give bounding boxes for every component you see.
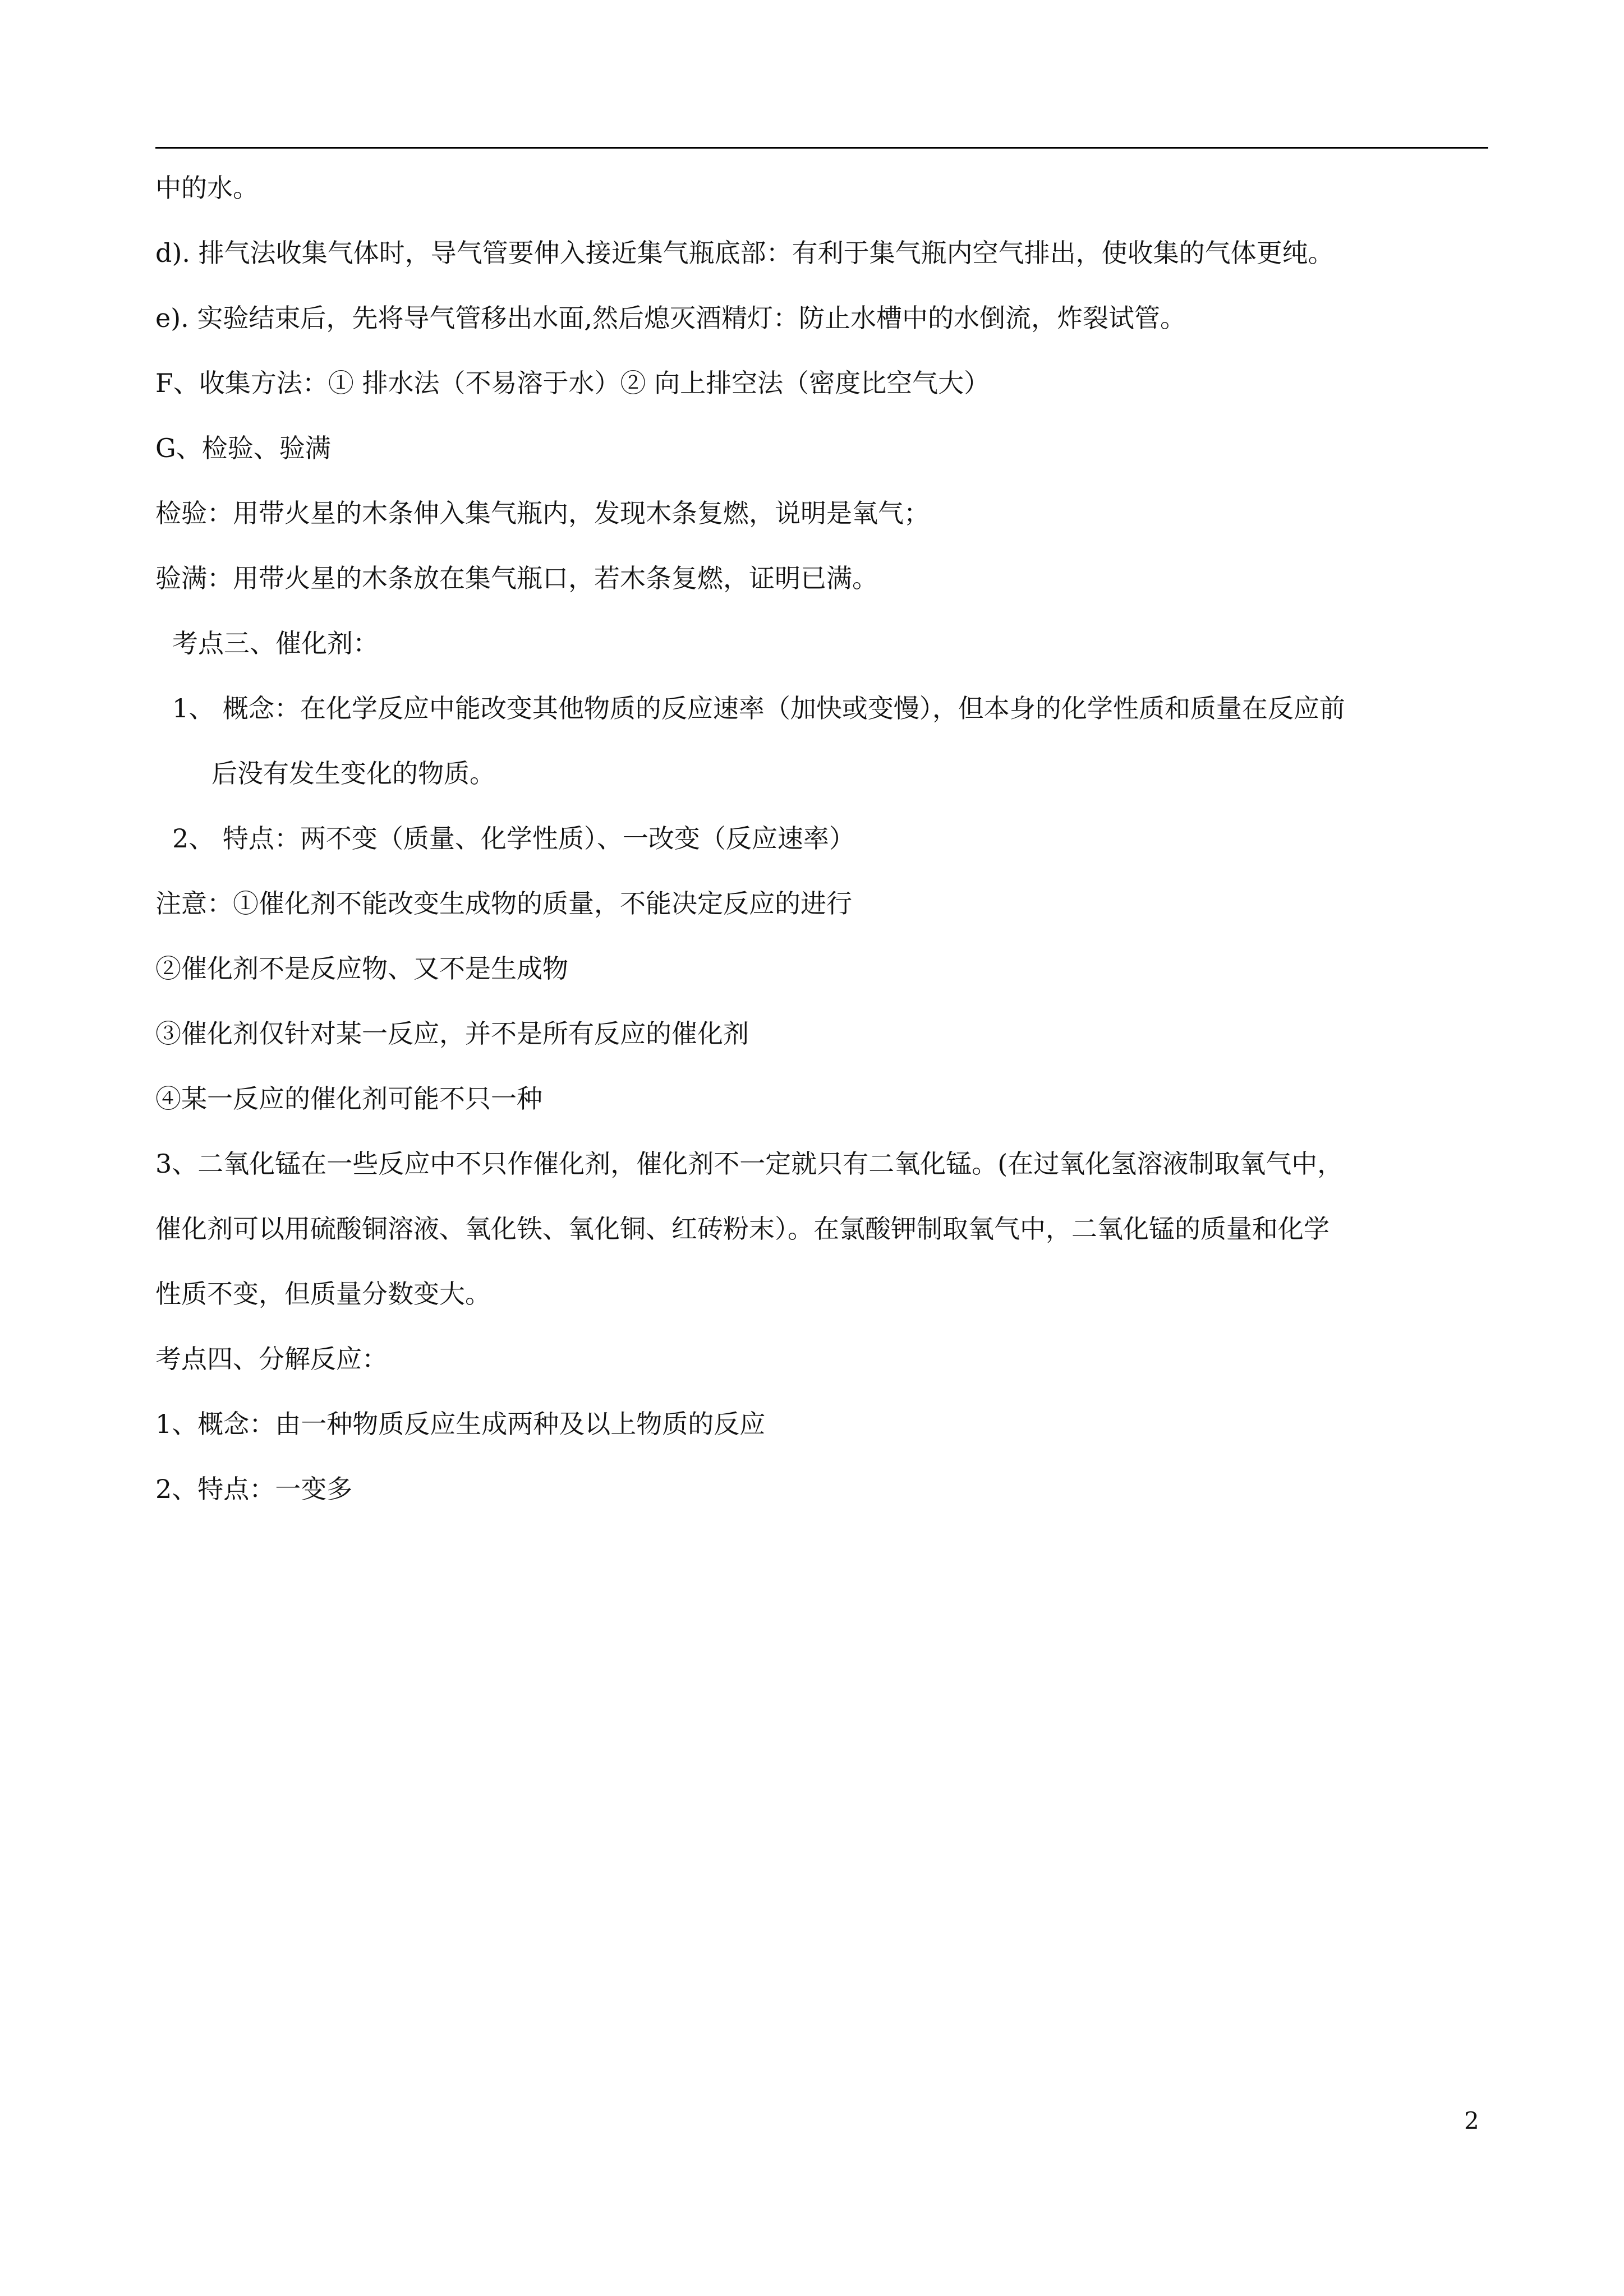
text-line-step-d: d). 排气法收集气体时，导气管要伸入接近集气瓶底部：有利于集气瓶内空气排出，使收集的气体更纯。 xyxy=(155,238,1334,268)
text-line-test: 检验：用带火星的木条伸入集气瓶内，发现木条复燃，说明是氧气； xyxy=(155,498,930,528)
text-line-catalyst-concept-cont: 后没有发生变化的物质。 xyxy=(211,758,495,789)
text-line-decomposition-feature: 2、特点：一变多 xyxy=(155,1474,353,1504)
text-line-water: 中的水。 xyxy=(155,173,259,203)
text-line-step-e: e). 实验结束后，先将导气管移出水面,然后熄灭酒精灯：防止水槽中的水倒流，炸裂试管。 xyxy=(155,303,1186,333)
text-line-note-4: ④某一反应的催化剂可能不只一种 xyxy=(155,1084,542,1114)
page-number: 2 xyxy=(1464,2107,1479,2134)
text-line-note-3: ③催化剂仅针对某一反应，并不是所有反应的催化剂 xyxy=(155,1018,749,1049)
text-line-mno2-1: 3、二氧化锰在一些反应中不只作催化剂，催化剂不一定就只有二氧化锰。(在过氧化氢溶液制取氧气中， xyxy=(155,1149,1344,1179)
text-line-mno2-3: 性质不变，但质量分数变大。 xyxy=(155,1279,491,1309)
text-line-catalyst-features: 2、 特点：两不变（质量、化学性质）、一改变（反应速率） xyxy=(172,823,855,854)
text-line-full-check: 验满：用带火星的木条放在集气瓶口，若木条复燃，证明已满。 xyxy=(155,563,878,593)
text-line-collection-method: F、收集方法：① 排水法（不易溶于水）② 向上排空法（密度比空气大） xyxy=(155,368,990,398)
text-line-decomposition-concept: 1、概念：由一种物质反应生成两种及以上物质的反应 xyxy=(155,1409,766,1439)
section-heading-decomposition: 考点四、分解反应： xyxy=(155,1344,388,1374)
page-content xyxy=(155,155,1488,1522)
section-heading-catalyst: 考点三、催化剂： xyxy=(172,628,379,658)
text-line-catalyst-concept: 1、 概念：在化学反应中能改变其他物质的反应速率（加快或变慢），但本身的化学性质和质量在反应前 xyxy=(172,693,1345,723)
text-line-test-and-full-check: G、检验、验满 xyxy=(155,433,331,463)
text-line-mno2-2: 催化剂可以用硫酸铜溶液、氧化铁、氧化铜、红砖粉末）。在氯酸钾制取氧气中，二氧化锰的质量和化学 xyxy=(155,1214,1329,1244)
header-rule xyxy=(155,147,1488,149)
text-line-note-1: 注意：①催化剂不能改变生成物的质量，不能决定反应的进行 xyxy=(155,888,852,919)
text-line-note-2: ②催化剂不是反应物、又不是生成物 xyxy=(155,953,568,984)
